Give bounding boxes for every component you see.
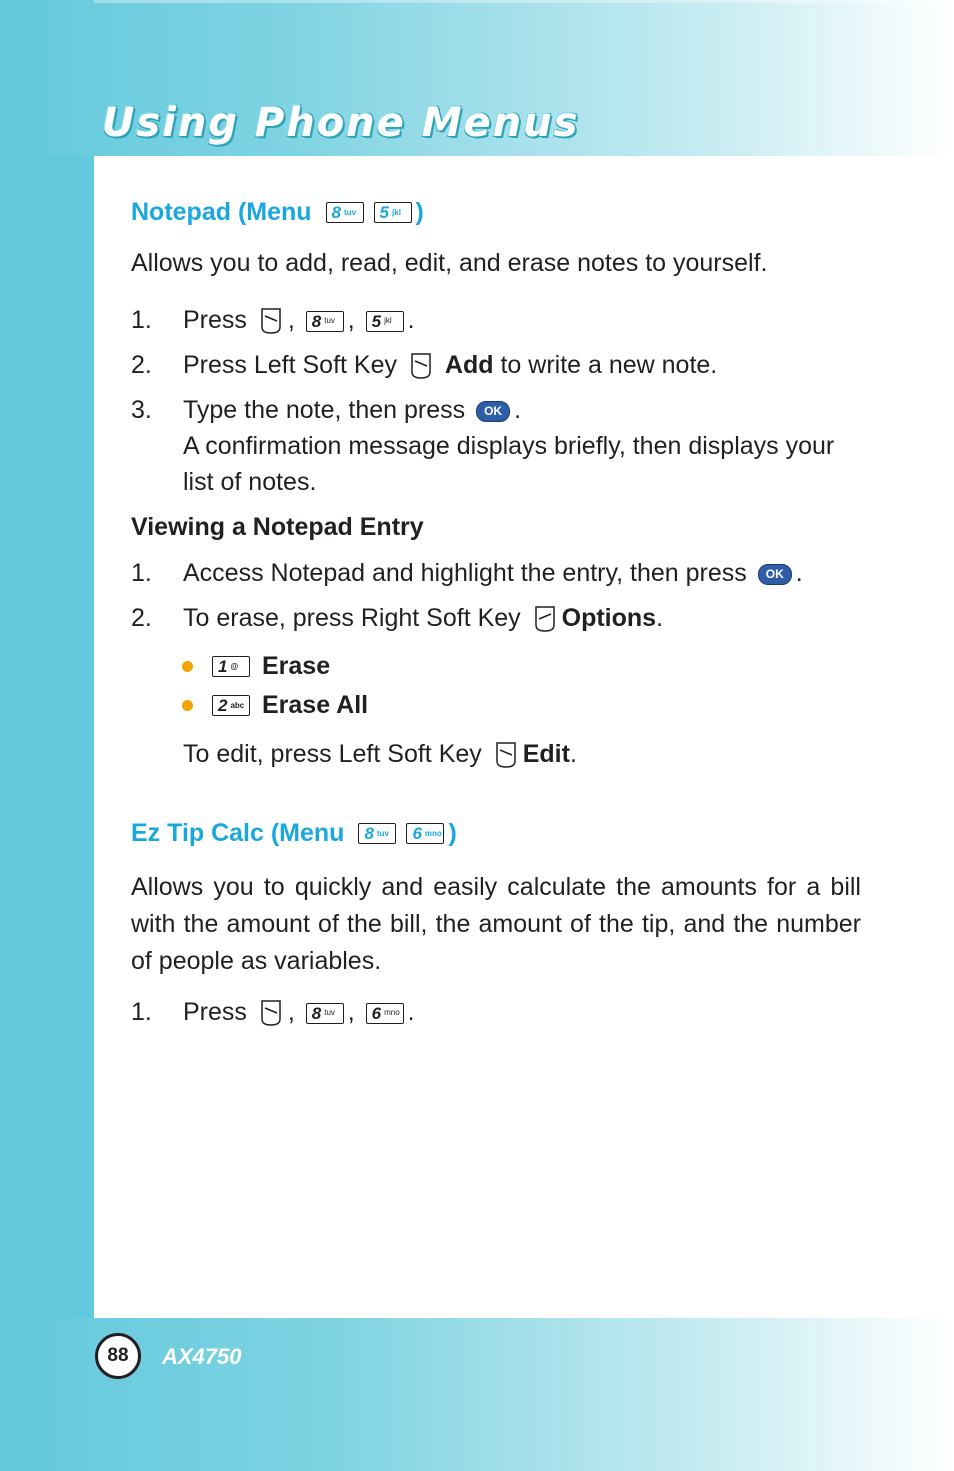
page-number-badge <box>95 1333 141 1379</box>
notepad-heading <box>131 198 424 227</box>
left-soft-key-icon <box>260 307 282 335</box>
key-8-icon: 8 tuv <box>306 1003 344 1024</box>
viewing-heading: Viewing a Notepad Entry <box>131 513 424 541</box>
notepad-step-3: 3. Type the note, then press OK . A confirmation message displays briefly, then displays your list of notes. <box>131 396 835 496</box>
key-2-icon: 2 abc <box>212 695 250 716</box>
viewing-step-2: 2. To erase, press Right Soft Key Options. <box>131 604 664 632</box>
left-soft-key-icon <box>260 999 282 1027</box>
ok-key-icon: OK <box>476 401 510 422</box>
notepad-step-1: 1. Press , 8 tuv , 5 jkl . <box>131 306 415 334</box>
page-number: 88 <box>107 1345 129 1366</box>
ok-key-icon: OK <box>758 564 792 585</box>
footer-band <box>0 1318 954 1471</box>
page-title: Using Phone Menus <box>102 100 580 146</box>
notepad-heading-close: ) <box>415 198 424 226</box>
edit-instruction: To edit, press Left Soft Key Edit. <box>183 740 577 768</box>
left-sidebar-band <box>0 0 94 1471</box>
viewing-step-1: 1. Access Notepad and highlight the entry, then press OK . <box>131 559 803 587</box>
header-strip <box>94 0 954 3</box>
key-6-icon: 6 mno <box>406 823 444 844</box>
bullet-dot <box>182 700 193 711</box>
eztip-heading-text: Ez Tip Calc (Menu <box>131 819 345 847</box>
left-soft-key-icon <box>410 352 432 380</box>
eztip-step-1: 1. Press , 8 tuv , 6 mno . <box>131 998 415 1026</box>
right-soft-key-icon <box>534 605 556 633</box>
key-5-icon: 5 jkl <box>374 202 412 223</box>
key-6-icon: 6 mno <box>366 1003 404 1024</box>
option-erase: 1 @ Erase <box>182 652 330 681</box>
option-erase-all: 2 abc Erase All <box>182 691 368 720</box>
eztip-description: Allows you to quickly and easily calculate the amounts for a bill with the amount of the bill, the amount of the tip, and the number of people as variables. <box>131 873 861 975</box>
notepad-description: Allows you to add, read, edit, and erase notes to yourself. <box>131 249 768 277</box>
notepad-step-2: 2. Press Left Soft Key Add to write a new note. <box>131 351 718 379</box>
notepad-heading-text: Notepad (Menu <box>131 198 312 226</box>
eztip-heading-close: ) <box>448 819 457 847</box>
key-8-icon: 8 tuv <box>358 823 396 844</box>
key-8-icon: 8 tuv <box>306 311 344 332</box>
key-5-icon: 5 jkl <box>366 311 404 332</box>
model-name: AX4750 <box>162 1344 242 1369</box>
bullet-dot <box>182 661 193 672</box>
key-8-icon: 8 tuv <box>326 202 364 223</box>
key-1-icon: 1 @ <box>212 656 250 677</box>
left-soft-key-icon <box>495 741 517 769</box>
eztip-heading <box>131 819 457 848</box>
